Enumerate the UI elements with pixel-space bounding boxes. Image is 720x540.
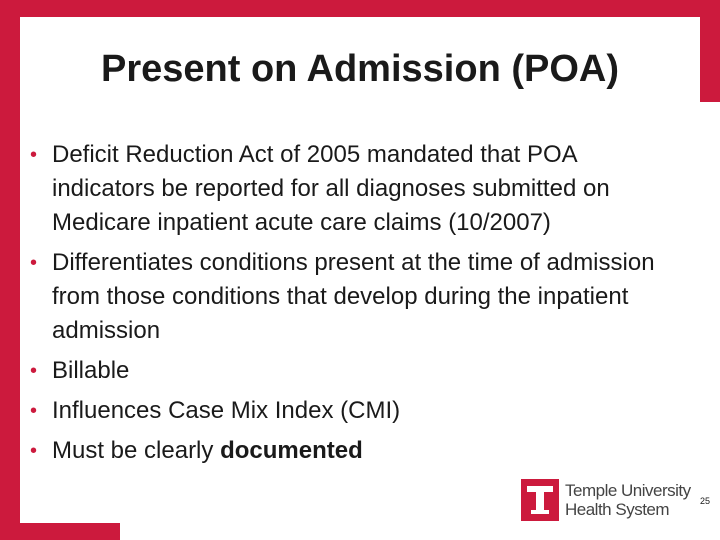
logo-line-1: Temple University [565,481,691,500]
bullet-item [30,434,680,468]
bottom-accent-bar [0,523,120,540]
logo-text [565,481,691,519]
bullet-item: • Influences Case Mix Index (CMI) [30,394,680,428]
logo-line-2: Health System [565,500,670,519]
page-number: 25 [700,496,711,506]
top-accent-bar [0,0,720,17]
temple-logo [521,479,691,521]
right-accent-bar [700,0,720,102]
slide-title: Present on Admission (POA) [101,48,619,90]
bullet-emphasis: documented [220,437,363,464]
bullet-item: • Billable [30,354,680,388]
bullet-text: Must be clearly [52,437,221,464]
temple-t-icon [521,479,559,521]
left-accent-bar [0,0,20,540]
bullet-item: • Deficit Reduction Act of 2005 mandated that POA indicators be reported for all diagnoses submitted on Medicare inpatient acute care claims (10/2007) [30,138,680,240]
bullet-item: • Differentiates conditions present at the time of admission from those conditions that develop during the inpatient admission [30,246,680,348]
bullet-list [30,138,680,474]
